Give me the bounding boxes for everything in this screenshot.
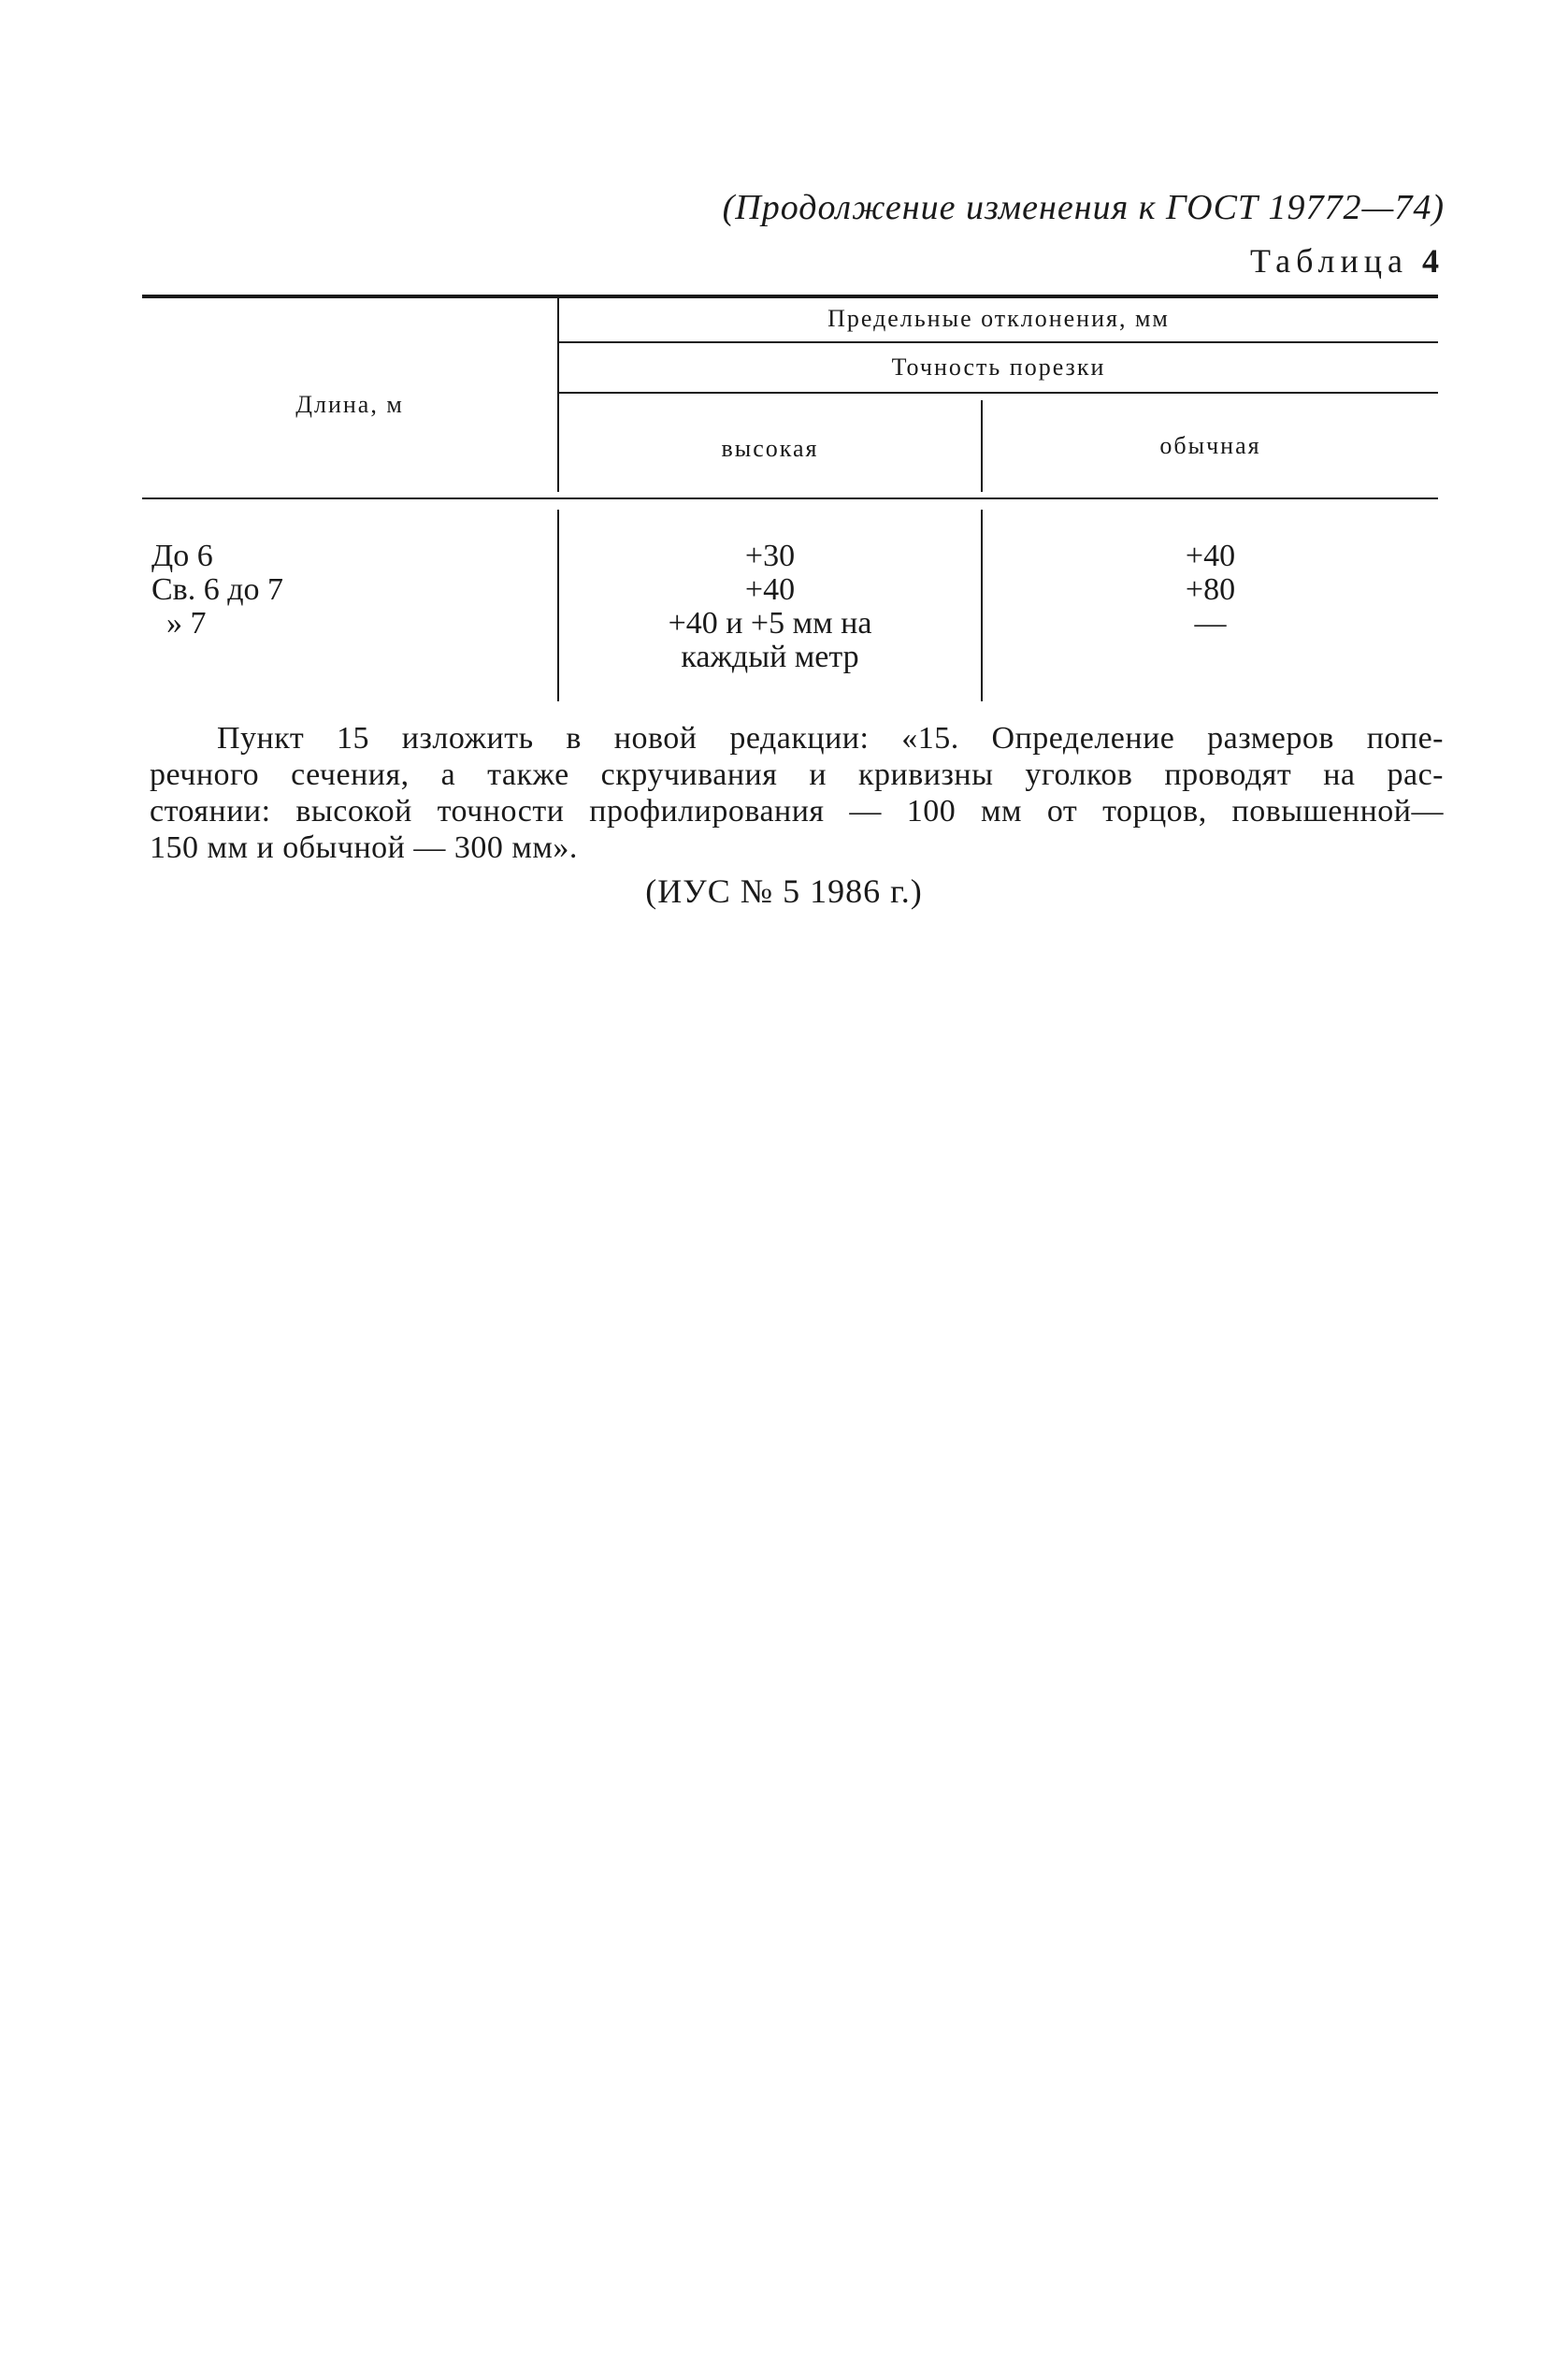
source-reference: (ИУС № 5 1986 г.) (645, 872, 923, 910)
table-row-length: До 6 (151, 539, 213, 573)
group-header-rule (559, 341, 1438, 343)
header-bottom-rule (142, 497, 1438, 499)
table-row-high: +40 (744, 572, 796, 607)
table-row-high: +30 (744, 539, 796, 573)
table-row-normal: — (1194, 606, 1227, 641)
paragraph-line: речного сечения, а также скручивания и кривизны уголков проводят на рас- (150, 757, 1444, 792)
normal-accuracy-header: обычная (1159, 432, 1261, 459)
table-row-normal: +40 (1185, 539, 1236, 573)
table-row-length: Св. 6 до 7 (151, 572, 284, 607)
length-column-header: Длина, м (295, 391, 404, 418)
subgroup-header-rule (559, 392, 1438, 394)
table-row-length: » 7 (166, 606, 207, 641)
table-title (1250, 241, 1445, 281)
table-row-high: +40 и +5 мм на (668, 606, 872, 641)
continuation-header: (Продолжение изменения к ГОСТ 19772—74) (722, 188, 1445, 227)
table-row-high: каждый метр (681, 640, 859, 674)
cutting-accuracy-header: Точность порезки (891, 353, 1106, 381)
table-number: 4 (1422, 242, 1445, 280)
paragraph-line: стоянии: высокой точности профилирования — 100 мм от торцов, повышенной— (150, 794, 1444, 829)
deviations-group-header: Предельные отклонения, мм (827, 305, 1170, 332)
table-top-rule (142, 295, 1438, 298)
amendment-paragraph (150, 720, 1444, 866)
table-row-normal: +80 (1185, 572, 1236, 607)
table-label: Таблица (1250, 242, 1408, 280)
paragraph-line: Пункт 15 изложить в новой редакции: «15. Определение размеров попе- (217, 721, 1444, 756)
high-accuracy-header: высокая (721, 435, 819, 462)
paragraph-line: 150 мм и обычной — 300 мм». (150, 830, 578, 865)
